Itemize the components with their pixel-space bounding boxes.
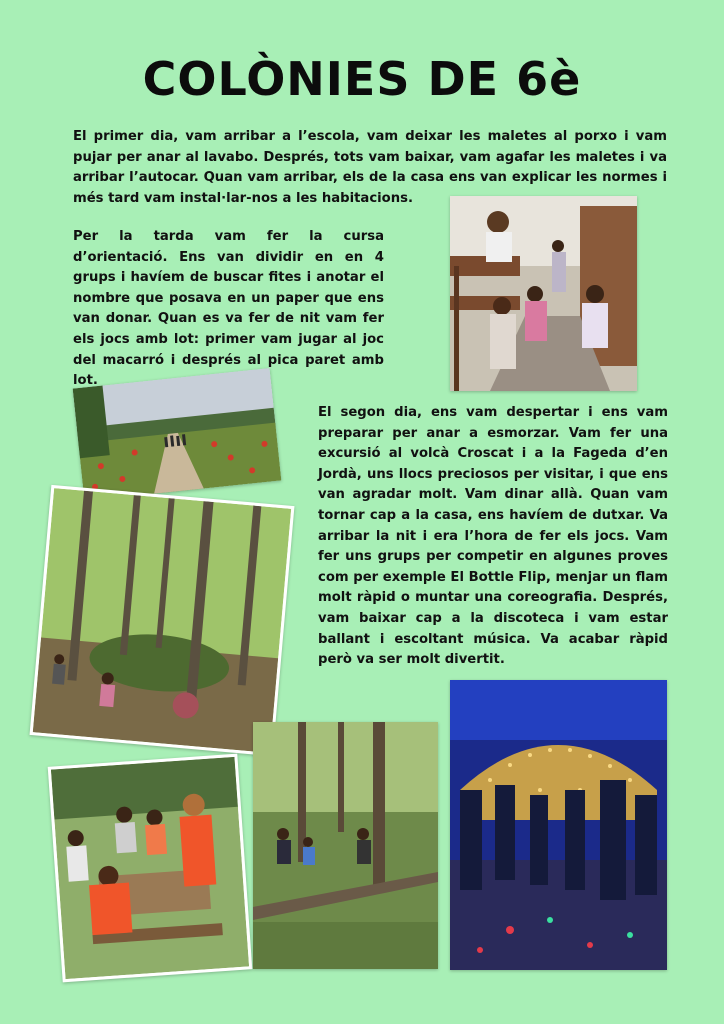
photo-picnic-table bbox=[48, 754, 253, 983]
paragraph-day1-arrival: El primer dia, vam arribar a l’escola, vam deixar les maletes al porxo i vam pujar per anar al lavabo. Després, tots vam baixar, vam agafar les maletes i va arribar l’autocar. Quan vam arribar, els de la casa ens van explicar les normes i més tard vam instal·lar-nos a les habitacions. bbox=[73, 129, 667, 206]
photo-disco bbox=[450, 680, 667, 970]
paragraph-day2: El segon dia, ens vam despertar i ens vam preparar per anar a esmorzar. Vam fer una excursió al volcà Croscat i a la Fageda d’en Jordà, uns llocs preciosos per visitar, i que ens van agradar molt. Vam dinar allà. Quan vam tornar cap a la casa, ens havíem de dutxar. Va arribar la nit i era l’hora de fer els jocs. Vam fer uns grups per competir en algunes proves com per exemple El Bottle Flip, menjar un flam molt ràpid o muntar una coreografia. Després, vam baixar cap a la discoteca i vam estar ballant i escoltant música. Va acabar ràpid però va ser molt divertit. bbox=[318, 405, 668, 668]
photo-dormitory bbox=[450, 196, 637, 391]
page-title: COLÒNIES DE 6è bbox=[142, 52, 582, 106]
photo-forest-creek bbox=[253, 722, 438, 969]
photo-field-path bbox=[73, 368, 282, 501]
paragraph-day1-afternoon: Per la tarda vam fer la cursa d’orientació. Ens van dividir en en 4 grups i havíem de buscar fites i anotar el nombre que posava en un paper que ens van donar. Quan es va fer de nit vam fer els jocs amb lot: primer vam jugar al joc del macarró i després al pica paret amb lot. bbox=[73, 229, 384, 389]
photo-beech-forest bbox=[30, 485, 295, 756]
